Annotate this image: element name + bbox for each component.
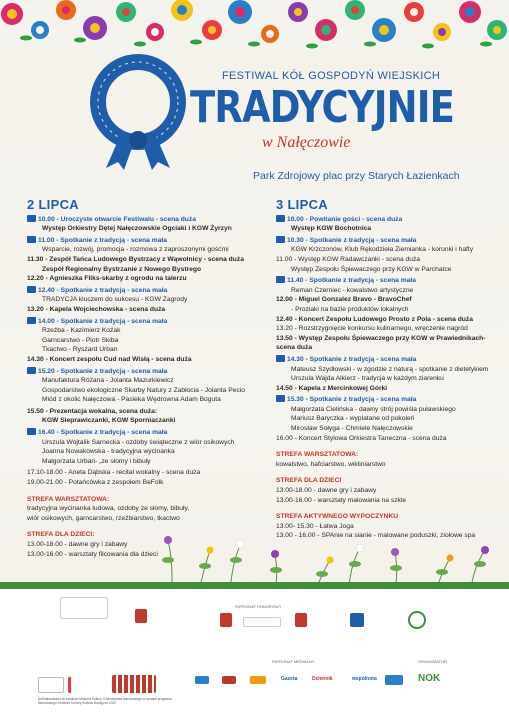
event-item — [27, 386, 267, 396]
event-item — [276, 384, 501, 394]
event-text: Małgorzata Cielińska - dawny strój powiśla puławskiego — [291, 405, 456, 413]
zone-line: 13.00- 15.30 - Łatwa Joga — [276, 522, 354, 530]
event-item — [276, 315, 501, 325]
event-item — [27, 236, 267, 246]
event-item — [276, 355, 501, 365]
event-text: 15.20 - Spotkanie z tradycją - scena mała — [38, 367, 168, 375]
event-text: 13.20 - Kapela Wojciechowska - scena duża — [27, 305, 166, 313]
organizer-logo: NOK — [418, 673, 441, 684]
page-subtitle: w Nałęczowie — [262, 134, 351, 151]
event-item — [276, 424, 501, 434]
event-text: Urszula Wojtalik Sarnecka - ozdoby świąteczne z wiór osikowych — [42, 438, 235, 446]
media-logo-text: Dziennik — [312, 676, 333, 682]
calendar-icon — [27, 215, 36, 222]
event-text: 10.30 - Spotkanie z tradycją - scena mała — [287, 236, 417, 244]
event-text: Występ Zespołu Śpiewaczego przy KGW w Parchatce — [291, 265, 452, 273]
event-item — [276, 305, 501, 315]
event-item — [27, 215, 267, 225]
leaf-icon — [408, 611, 426, 629]
event-item — [27, 416, 267, 426]
event-text: 14.30 - Koncert zespołu Cud nad Wisłą - scena duża — [27, 355, 192, 363]
event-text: Gospodarstwo ekologiczne Skarby Natury z Zabłocia - Jolanta Pecio — [42, 386, 245, 394]
schedule-day-2 — [276, 197, 501, 541]
event-text: 12.40 - Spotkanie z tradycją - scena mała — [38, 286, 168, 294]
event-text: 17.10-18.00 - Aneta Dąbska - recital wokalny - scena duża — [27, 469, 201, 477]
event-text: Występ Orkiestry Dętej Nałęczowskie Ogciaki i KGW Żyrzyn — [42, 225, 232, 233]
event-item — [27, 438, 267, 448]
zone-title: STREFA WARSZTATOWA: — [27, 495, 110, 503]
zone-line: tradycyjna wycinanka ludowa, ozdoby ze słomy, bibuły, — [27, 505, 190, 513]
event-text: Urszula Wajda Alkierz - tradycja w każdym ziarenku — [291, 375, 444, 383]
zone-line: 13.00-16.00 - warsztaty malowania na szkle — [276, 496, 407, 504]
folk-flower-border — [0, 0, 509, 58]
event-text: TRADYCJA kluczem do sukcesu - KGW Zagrody — [42, 296, 188, 304]
event-list — [27, 215, 267, 488]
event-text: Miód z okolic Nałęczowa - Pasieka Wędrowna Adam Boguta — [42, 396, 221, 404]
media-logo-text: wspólnota — [352, 676, 377, 682]
event-text: Mariusz Baryczka - wyplatane od pokoleń — [291, 415, 415, 423]
event-text: 13.50 - Występ Zespołu Śpiewaczego przy KGW w Prawiednikach-scena duża — [276, 334, 486, 352]
media-logo — [385, 675, 403, 685]
event-text: Tkactwo - Ryszard Urban — [42, 346, 118, 354]
event-item — [27, 447, 267, 457]
media-logo-text: Gazeta — [281, 676, 298, 682]
sponsor-logos — [0, 589, 509, 720]
event-item — [276, 276, 501, 286]
event-text: 11.40 - Spotkanie z tradycją - scena mała — [287, 277, 416, 285]
event-text: 16.40 - Spotkanie z tradycją - scena mała — [38, 429, 168, 437]
event-item — [27, 255, 267, 265]
event-item — [27, 274, 267, 284]
event-item — [27, 468, 267, 478]
event-text: 19.00-21.00 - Potańcówka z zespołem BeFolk — [27, 479, 164, 487]
event-text: 15.50 - Prezentacja wokalna, scena duża: — [27, 407, 158, 415]
calendar-icon — [276, 236, 285, 243]
event-item — [27, 367, 267, 377]
event-text: 14.30 - Spotkanie z tradycją - scena mała — [287, 355, 417, 363]
event-item — [27, 336, 267, 346]
media-logo — [222, 676, 236, 684]
event-item — [276, 334, 501, 353]
media-patronage-label: PATRONAT MEDIALNY — [272, 659, 315, 664]
event-text: 10.00 - Uroczyste otwarcie Festiwalu - scena duża — [38, 215, 196, 223]
media-logo — [195, 676, 209, 684]
funding-note: Dofinansowano ze środków Ministra Kultury i Dziedzictwa Narodowego w ramach programu Narodowego Centrum Kultury Kultura Dostępna 2022 — [38, 697, 172, 705]
event-item — [27, 345, 267, 355]
event-item — [27, 286, 267, 296]
event-item — [276, 224, 501, 234]
logo-kultura — [68, 677, 104, 693]
zone-line: wiór osikowych, garncarstwo, rzeźbiarstwo, tkactwo — [27, 514, 180, 522]
event-text: 11.00 - Spotkanie z tradycją - scena mała — [38, 236, 167, 244]
calendar-icon — [27, 428, 36, 435]
event-item — [27, 395, 267, 405]
calendar-icon — [276, 276, 285, 283]
event-text: 15.30 - Spotkanie z tradycją - scena mała — [287, 396, 417, 404]
event-text: Reman Czerniec - kowalstwo artystyczne — [291, 286, 414, 294]
schedule-day-1 — [27, 197, 267, 559]
logo-2 — [243, 617, 281, 627]
green-divider — [0, 582, 509, 589]
event-item — [27, 457, 267, 467]
day-heading: 2 LIPCA — [27, 197, 79, 212]
zone-title: STREFA DLA DZIECI: — [27, 531, 95, 539]
zone-line: kowalstwo, hafciarstwo, wikliniarstwo — [276, 460, 386, 468]
event-text: Manufaktura Różana - Jolanta Mazurkiewicz — [42, 377, 174, 385]
event-text: 14.00 - Spotkanie z tradycją - scena mała — [38, 317, 168, 325]
zone-title: STREFA DLA DZIECI — [276, 477, 342, 485]
event-text: Joanna Nowakowska - tradycyjna wycinanka — [42, 448, 175, 456]
event-text: Mirosław Sołyga - Chmiele Nałęczowskie — [291, 425, 413, 433]
page-title: TRADYCYJNIE — [190, 82, 455, 133]
event-item — [27, 317, 267, 327]
event-item — [276, 374, 501, 384]
event-location: Park Zdrojowy plac przy Starych Łazienkach — [253, 170, 460, 182]
zone-title: STREFA AKTYWNEGO WYPOCZYNKU — [276, 513, 399, 521]
event-text: 10.00 - Powitanie gości - scena duża — [287, 215, 403, 223]
event-item — [27, 265, 267, 275]
zone-line: 13.00-16.00 - warsztaty filcowania dla dzieci — [27, 550, 158, 558]
event-item — [276, 395, 501, 405]
logo-1 — [60, 597, 108, 619]
event-text: 11.00 - Występ KGW Radawczanki - scena duża — [276, 255, 421, 263]
crest-icon — [220, 613, 232, 627]
media-logo — [250, 676, 266, 684]
calendar-icon — [27, 317, 36, 324]
organizer-label: ORGANIZATOR — [418, 659, 447, 664]
event-text: 12.20 - Agnieszka Fliks-skarby z ogrodu na talerzu — [27, 275, 187, 283]
event-text: - Proziaki na bazie produktów lokalnych — [291, 305, 409, 313]
event-list — [276, 215, 501, 444]
event-item — [276, 434, 501, 444]
event-item — [276, 365, 501, 375]
calendar-icon — [276, 395, 285, 402]
event-item — [276, 255, 501, 265]
event-text: Małgorzata Urban- „ze słomy i bibuły — [42, 457, 151, 465]
event-text: 12.40 - Koncert Zespołu Ludowego Prosto z Pola - scena duża — [276, 315, 473, 323]
event-text: Garncarstwo - Piotr Skiba — [42, 336, 119, 344]
calendar-icon — [27, 236, 36, 243]
calendar-icon — [276, 215, 285, 222]
event-item — [27, 407, 267, 417]
event-text: 12.00 - Miguel Gonzalez Bravo - BravoChef — [276, 296, 412, 304]
event-item — [27, 355, 267, 365]
event-text: 16.00 - Koncert Stylowa Orkiestra Taneczna - scena duża — [276, 434, 447, 442]
event-item — [276, 286, 501, 296]
event-text: Rzeźba - Kazimierz Kozak — [42, 327, 121, 335]
event-text: KGW Sieprawiczanki, KGW Sporniaczanki — [42, 417, 176, 425]
crest-icon — [350, 613, 364, 627]
event-item — [27, 478, 267, 488]
event-item — [27, 224, 267, 234]
event-item — [276, 215, 501, 225]
event-item — [27, 305, 267, 315]
zones-list — [276, 450, 501, 541]
ribbon-wreath-logo — [78, 50, 198, 172]
event-text: 11.30 - Zespół Tańca Ludowego Bystrzacy z Wąwolnicy - scena duża — [27, 255, 244, 263]
event-item — [27, 376, 267, 386]
calendar-icon — [276, 355, 285, 362]
festival-name: FESTIWAL KÓŁ GOSPODYŃ WIEJSKICH — [222, 70, 441, 82]
event-text: Zespół Regionalny Bystrzanie z Nowego Bystrego — [42, 265, 202, 273]
zone-line: 13.00 - 16.00 - SPAnie na sianie - malowane poduszki, ziołowe spa — [276, 532, 476, 540]
event-item — [27, 245, 267, 255]
day-heading: 3 LIPCA — [276, 197, 328, 212]
event-item — [27, 428, 267, 438]
zone-line: 13.00-18.00 - dawne gry i zabawy — [27, 541, 128, 548]
event-text: KGW Krzczonów, Klub Rękodzieła Ziemianka - koronki i hafty — [291, 246, 474, 254]
event-item — [276, 405, 501, 415]
event-item — [276, 245, 501, 255]
calendar-icon — [27, 286, 36, 293]
event-item — [276, 295, 501, 305]
event-text: 14.50 - Kapela z Mercinkowej Górki — [276, 384, 388, 392]
event-text: Występ KGW Bochotnica — [291, 225, 372, 233]
event-item — [27, 326, 267, 336]
event-text: 13.20 - Rozstrzygnięcie konkursu kulinarnego, wręczenie nagród — [276, 325, 468, 333]
zone-line: 13.00-18.00 - dawne gry i zabawy — [276, 487, 377, 495]
logo-ncc — [112, 675, 156, 693]
crest-icon — [135, 609, 147, 623]
event-item — [27, 295, 267, 305]
event-text: Mateusz Szydłowski - w zgodzie z naturą - spotkanie z dietetykiem — [291, 365, 489, 373]
event-item — [276, 236, 501, 246]
crest-icon — [295, 613, 307, 627]
event-item — [276, 414, 501, 424]
event-text: Wsparcie, rozwój, promocja - rozmowa z zaproszonymi gośćmi — [42, 246, 229, 254]
event-item — [276, 265, 501, 275]
event-item — [276, 324, 501, 334]
logo-3 — [38, 677, 64, 693]
honorary-patronage-label: PATRONAT HONOROWY — [235, 604, 282, 609]
calendar-icon — [27, 367, 36, 374]
zone-title: STREFA WARSZTATOWA: — [276, 451, 359, 459]
